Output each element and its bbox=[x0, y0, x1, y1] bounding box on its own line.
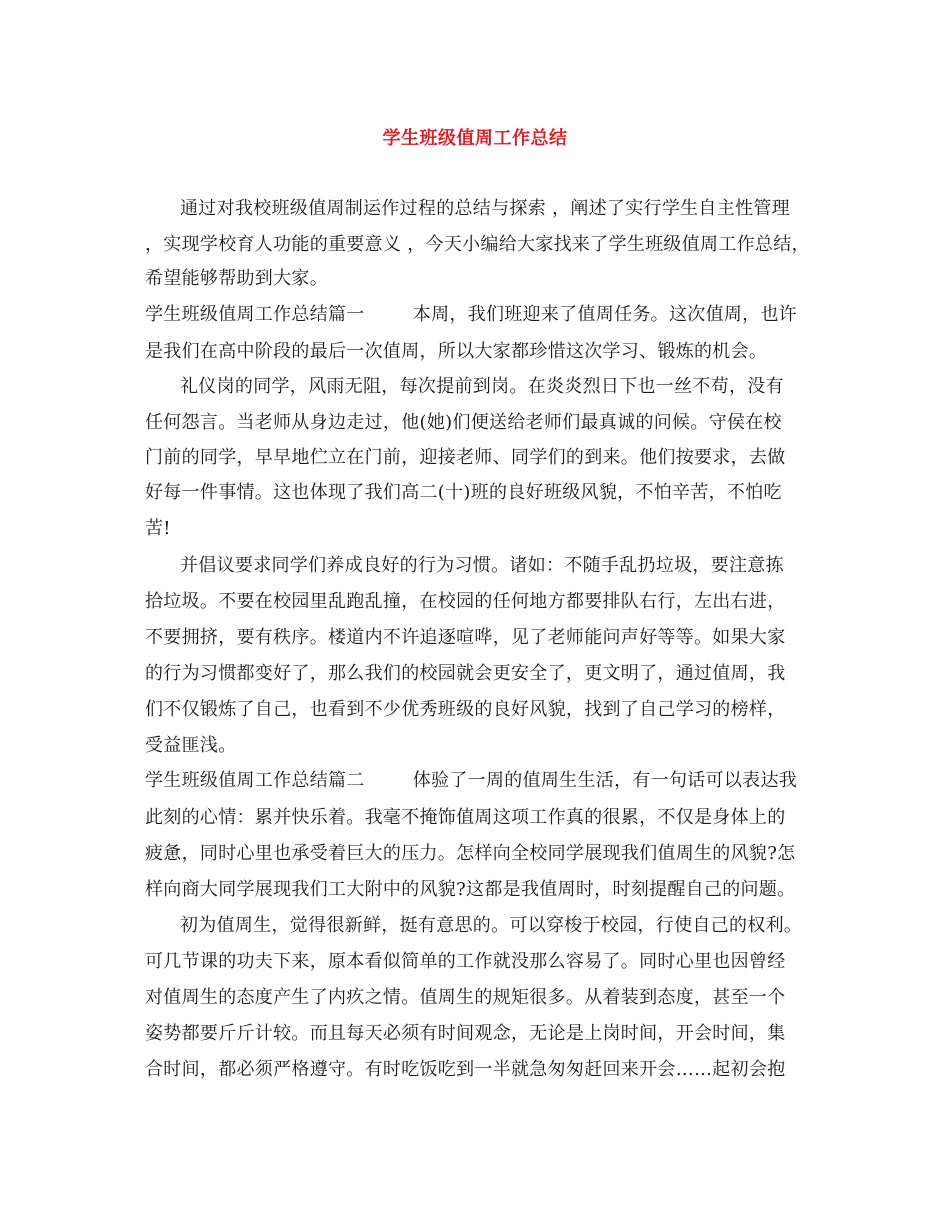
paragraph-line: 希望能够帮助到大家。 bbox=[145, 268, 328, 289]
paragraph-line: 不要拥挤，要有秩序。楼道内不许追逐喧哗，见了老师能问声好等等。如果大家 bbox=[145, 627, 786, 648]
paragraph-line: 是我们在高中阶段的最后一次值周，所以大家都珍惜这次学习、锻炼的机会。 bbox=[145, 341, 768, 362]
paragraph-line: 通过对我校班级值周制运作过程的总结与探索 ，阐述了实行学生自主性管理 bbox=[180, 198, 790, 219]
paragraph-line: 姿势都要斤斤计较。而且每天必须有时间观念，无论是上岗时间，开会时间，集 bbox=[145, 1023, 786, 1044]
paragraph-line: 此刻的心情：累并快乐着。我毫不掩饰值周这项工作真的很累，不仅是身体上的 bbox=[145, 807, 786, 828]
paragraph-line: 并倡议要求同学们养成良好的行为习惯。诸如：不随手乱扔垃圾，要注意拣 bbox=[180, 555, 784, 576]
paragraph-line: 初为值周生，觉得很新鲜，挺有意思的。可以穿梭于校园，行使自己的权利。 bbox=[180, 915, 803, 936]
paragraph-line: 受益匪浅。 bbox=[145, 735, 237, 756]
paragraph-line: 可几节课的功夫下来，原本看似简单的工作就没那么容易了。同时心里也因曾经 bbox=[145, 951, 786, 972]
paragraph-line: 门前的同学，早早地伫立在门前，迎接老师、同学们的到来。他们按要求，去做 bbox=[145, 447, 786, 468]
paragraph-line: 合时间，都必须严格遵守。有时吃饭吃到一半就急匆匆赶回来开会……起初会抱 bbox=[145, 1059, 786, 1080]
document-title: 学生班级值周工作总结 bbox=[382, 128, 568, 149]
paragraph-line: 任何怨言。当老师从身边走过，他(她)们便送给老师们最真诚的问候。守侯在校 bbox=[145, 412, 782, 433]
paragraph-line: 们不仅锻炼了自己，也看到不少优秀班级的良好风貌，找到了自己学习的榜样， bbox=[145, 699, 786, 720]
paragraph-line: 好每一件事情。这也体现了我们高二(十)班的良好班级风貌，不怕辛苦，不怕吃 bbox=[145, 482, 782, 503]
section-heading-line: 学生班级值周工作总结篇一 本周，我们班迎来了值周任务。这次值周，也许 bbox=[145, 304, 798, 325]
paragraph-line: 疲惫，同时心里也承受着巨大的压力。怎样向全校同学展现我们值周生的风貌?怎 bbox=[145, 843, 796, 864]
paragraph-line: 苦! bbox=[145, 518, 171, 539]
paragraph-line: 样向商大同学展现我们工大附中的风貌?这都是我值周时，时刻提醒自己的问题。 bbox=[145, 879, 796, 900]
section-heading-line: 学生班级值周工作总结篇二 体验了一周的值周生生活，有一句话可以表达我 bbox=[145, 770, 798, 791]
paragraph-line: 拾垃圾。不要在校园里乱跑乱撞，在校园的任何地方都要排队右行，左出右进， bbox=[145, 591, 786, 612]
paragraph-line: ，实现学校育人功能的重要意义 ，今天小编给大家找来了学生班级值周工作总结， bbox=[145, 234, 810, 255]
paragraph-line: 礼仪岗的同学，风雨无阻，每次提前到岗。在炎炎烈日下也一丝不苟，没有 bbox=[180, 376, 784, 397]
paragraph-line: 的行为习惯都变好了，那么我们的校园就会更安全了，更文明了，通过值周，我 bbox=[145, 663, 786, 684]
paragraph-line: 对值周生的态度产生了内疚之情。值周生的规矩很多。从着装到态度，甚至一个 bbox=[145, 987, 786, 1008]
